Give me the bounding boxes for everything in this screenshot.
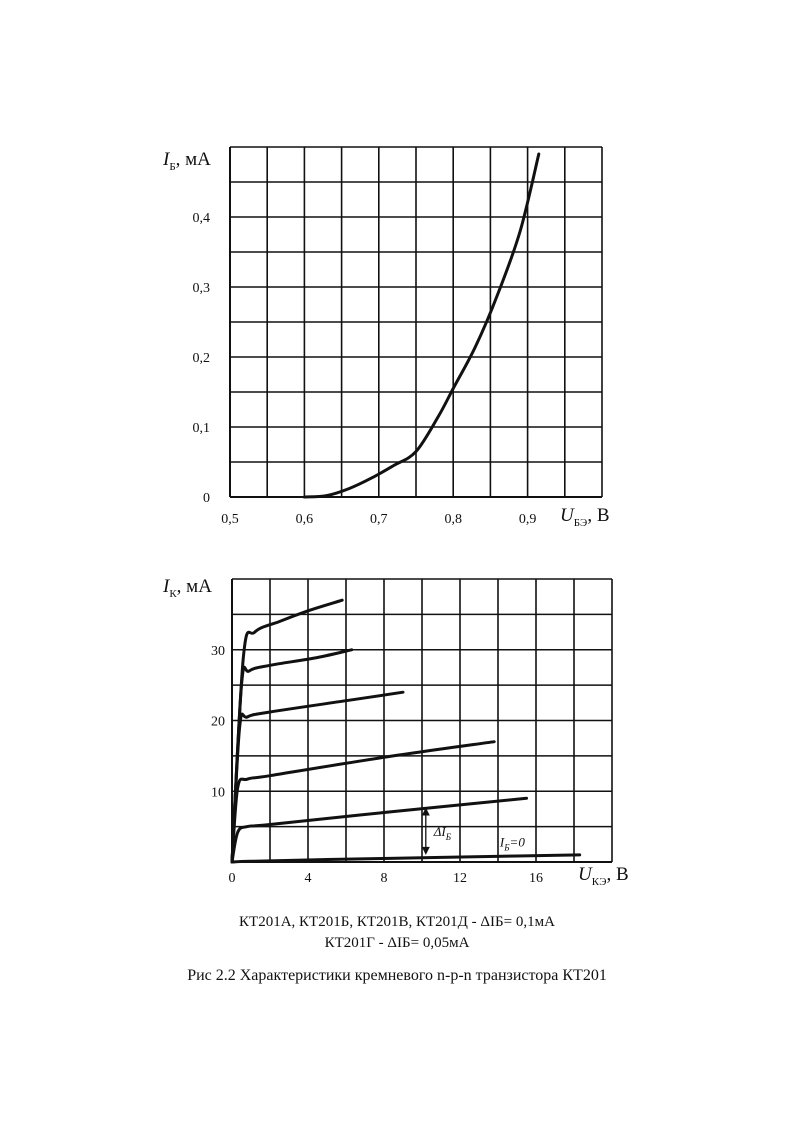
- y-tick-label: 30: [211, 643, 225, 659]
- y-tick-label: 20: [211, 714, 225, 730]
- x-axis-label: $U_{БЭ}$, В: [560, 505, 610, 529]
- delta-ib-label: $\Delta I_Б$: [433, 824, 452, 843]
- x-tick-label: 0,6: [295, 512, 314, 527]
- series-line: [232, 742, 494, 862]
- ib-step-note-line1: КТ201А, КТ201Б, КТ201В, КТ201Д - ΔIБ= 0,1мА: [239, 914, 555, 930]
- series-line: [232, 798, 527, 862]
- x-tick-label: 4: [304, 871, 312, 886]
- x-tick-label: 0,8: [444, 512, 462, 527]
- y-tick-label: 0,4: [192, 211, 210, 226]
- ib-step-note-line2: КТ201Г - ΔIБ= 0,05мА: [324, 935, 470, 951]
- y-axis-label: $I_К$, мА: [163, 576, 212, 600]
- y-tick-label: 10: [211, 785, 225, 801]
- x-tick-label: 0: [228, 871, 236, 886]
- y-tick-label: 0: [203, 491, 210, 506]
- y-tick-label: 0,3: [192, 281, 210, 296]
- figure-caption: Рис 2.2 Характеристики кремневого n-p-n транзистора КТ201: [187, 967, 607, 984]
- y-tick-label: 0,2: [192, 351, 210, 366]
- delta-ib-arrowhead-down: [422, 847, 430, 855]
- x-tick-label: 0,5: [221, 512, 239, 527]
- x-tick-label: 12: [453, 871, 467, 886]
- y-tick-label: 0,1: [192, 421, 210, 436]
- x-tick-label: 0,9: [518, 512, 537, 527]
- x-axis-label: $U_{КЭ}$, В: [578, 864, 629, 888]
- x-tick-label: 0,7: [370, 512, 388, 527]
- series-line: [232, 855, 580, 862]
- ib-zero-label: $I_Б=0$: [499, 834, 525, 853]
- x-tick-label: 8: [380, 871, 388, 886]
- y-axis-label: $I_Б$, мА: [163, 149, 211, 173]
- x-tick-label: 16: [529, 871, 543, 886]
